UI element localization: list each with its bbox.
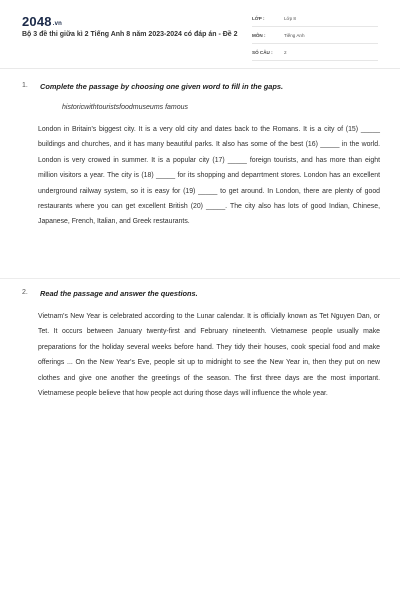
header-divider	[0, 68, 400, 69]
meta-value: Tiếng Anh	[284, 33, 305, 38]
question-passage: London in Britain's biggest city. It is a very old city and dates back to the Romans. It is a city of (15) _____ buildings and churches, and it has many beautiful parks. It also has some of the best (16) _____ in the world. London is very crowed in summer. It is a popular city (17) _____ foreign tourists, and has more than eight million visitors a year. The city is (18) _____ for its shopping and deparrtment stores. London has an excellent underground railway system, so it is easy for (19) _____ to get around. In London, there are plenty of good restaurants where you can get excellent British (20) _____. The city also has lots of good Indian, Chinese, Japanese, French, Italian, and Greek restaurants.	[38, 126, 380, 226]
meta-value: Lớp 8	[284, 16, 296, 21]
question-divider	[0, 278, 400, 279]
word-bank: historicwithtouristsfoodmuseums famous	[62, 104, 189, 111]
logo-suffix: .vn	[52, 21, 63, 27]
meta-label: LỚP :	[252, 16, 265, 21]
site-logo[interactable]	[22, 14, 62, 29]
question-passage: Vietnam's New Year is celebrated according to the Lunar calendar. It is officially known as Tet Nguyen Dan, or Tet. It occurs between January twenty-first and February nineteenth. Vietnamese people usually make preparations for the holiday several weeks before hand. They tidy their houses, cook special food and make offerings ... On the New Year's Eve, people sit up to midnight to see the New Year in, then they put on new clothes and give one another the greetings of the season. The first three days are the most important. Vietnamese people believe that how people act during those days will influence the whole year.	[38, 313, 380, 398]
meta-label: MÔN :	[252, 33, 266, 38]
meta-row-class	[252, 14, 378, 27]
question-title: Read the passage and answer the questions.	[40, 289, 198, 298]
logo-main: 2048	[22, 14, 52, 29]
meta-row-subject	[252, 31, 378, 44]
question-2	[22, 289, 380, 449]
meta-label: SỐ CÂU :	[252, 50, 273, 55]
page-header	[0, 0, 400, 68]
question-number: 2.	[22, 289, 28, 296]
exam-meta	[252, 14, 378, 65]
question-title: Complete the passage by choosing one given word to fill in the gaps.	[40, 82, 284, 91]
meta-row-question-count	[252, 48, 378, 61]
question-1	[22, 82, 380, 272]
question-number: 1.	[22, 82, 28, 89]
document-title: Bộ 3 đề thi giữa kì 2 Tiếng Anh 8 năm 2023-2024 có đáp án - Đề 2	[22, 31, 238, 38]
meta-value: 2	[284, 50, 287, 55]
